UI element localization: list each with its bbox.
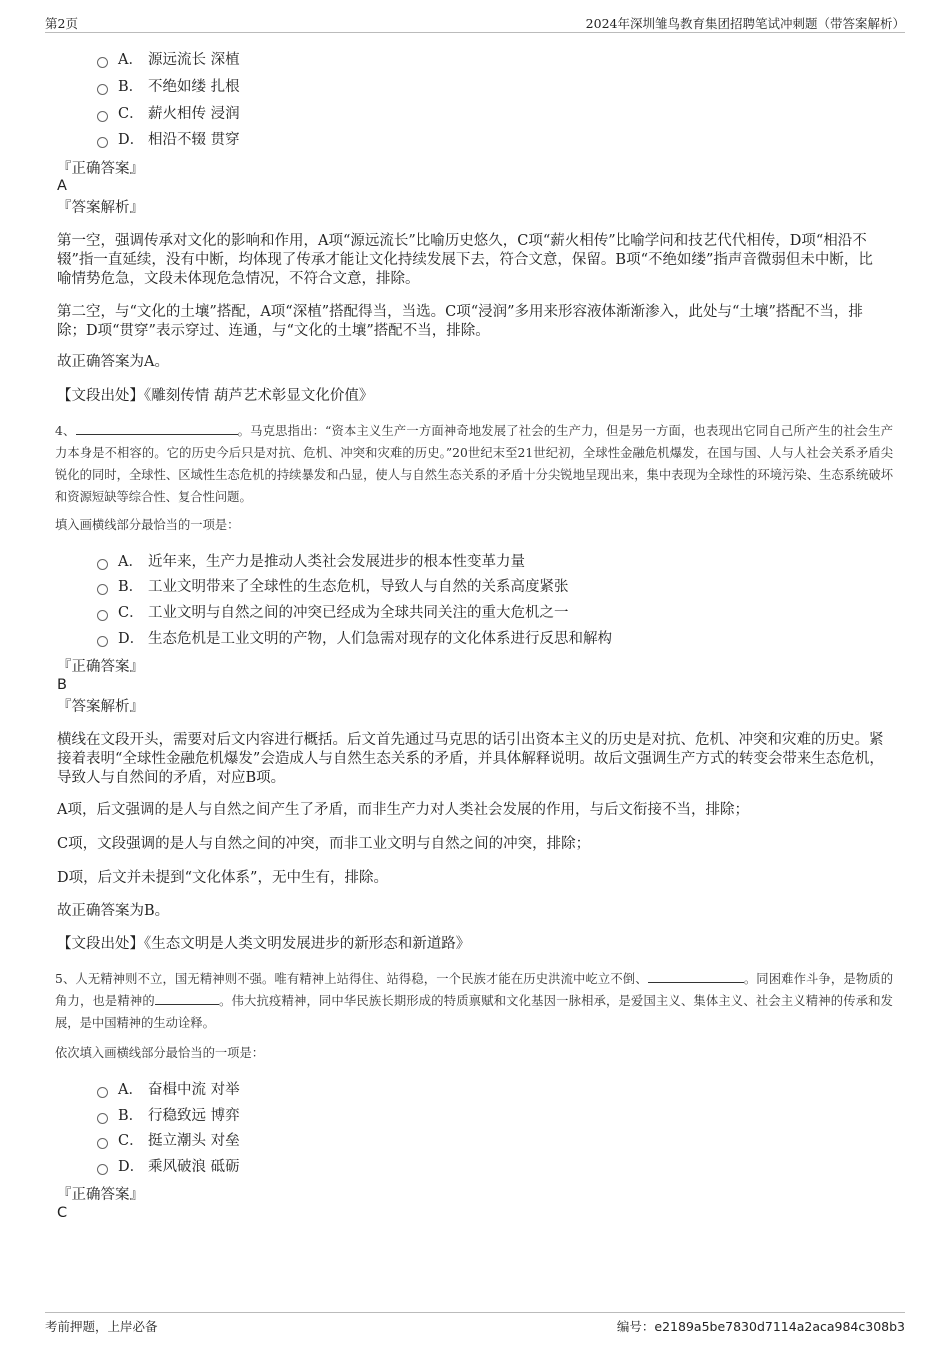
q4-answer: B [57,677,67,693]
q4-analysis-p3: C项，文段强调的是人与自然之间的冲突，而非工业文明与自然之间的冲突，排除； [57,836,591,852]
q4-source: 【文段出处】《生态文明是人类文明发展进步的新形态和新道路》 [57,936,471,952]
document-title: 2024年深圳雏鸟教育集团招聘笔试冲刺题（带答案解析） [585,16,905,31]
q3-source: 【文段出处】《雕刻传情 葫芦艺术彰显文化价值》 [57,388,374,404]
radio-icon[interactable] [97,137,108,148]
q3-option-b[interactable]: B． 不绝如缕 扎根 [97,77,240,97]
radio-icon[interactable] [97,57,108,68]
q5-answer: C [57,1205,68,1221]
footer-slogan: 考前押题，上岸必备 [45,1319,158,1334]
document-code: 编号：e2189a5be7830d7114a2aca984c308b3 [616,1319,905,1334]
page-footer [45,1312,905,1337]
q4-analysis-label: 『答案解析』 [57,699,144,715]
q4-option-d[interactable]: D． 生态危机是工业文明的产物，人们急需对现存的文化体系进行反思和解构 [97,629,612,649]
q3-option-c[interactable]: C． 薪火相传 浸润 [97,104,240,124]
q5-option-a[interactable]: A． 奋楫中流 对举 [97,1080,240,1100]
q4-analysis-p2: A项，后文强调的是人与自然之间产生了矛盾，而非生产力对人类社会发展的作用，与后文衔接不当，排除； [57,802,749,818]
q5-prompt: 依次填入画横线部分最恰当的一项是： [55,1046,265,1060]
q4-option-a[interactable]: A． 近年来，生产力是推动人类社会发展进步的根本性变革力量 [97,552,525,572]
radio-icon[interactable] [97,636,108,647]
radio-icon[interactable] [97,1087,108,1098]
q4-analysis-p4: D项，后文并未提到“文化体系”，无中生有，排除。 [57,870,388,886]
q3-answer: A [57,178,67,194]
q5-option-c[interactable]: C． 挺立潮头 对垒 [97,1131,240,1151]
q3-analysis-label: 『答案解析』 [57,200,144,216]
answer-blank [155,992,219,1005]
radio-icon[interactable] [97,1138,108,1149]
page-header [45,12,905,33]
q3-answer-label: 『正确答案』 [57,161,144,177]
radio-icon[interactable] [97,84,108,95]
q4-option-c[interactable]: C． 工业文明与自然之间的冲突已经成为全球共同关注的重大危机之一 [97,603,569,623]
q3-analysis-p1: 第一空，强调传承对文化的影响和作用，A项“源远流长”比喻历史悠久，C项“薪火相传”比喻学问和技艺代代相传，D项“相沿不辍”指一直延续，没有中断，均体现了传承才能让文化持续发展下去，符合文意，保留。B项“不绝如缕”指声音微弱但未中断，比喻情势危急，文段未体现危急情况，不符合文意，排除。 [57,233,873,287]
q5-option-d[interactable]: D． 乘风破浪 砥砺 [97,1157,240,1177]
q4-analysis-p1: 横线在文段开头，需要对后文内容进行概括。后文首先通过马克思的话引出资本主义的历史是对抗、危机、冲突和灾难的历史。紧接着表明“全球性金融危机爆发”会造成人与自然生态关系的矛盾，并具体解释说明。故后文强调生产方式的转变会带来生态危机，导致人与自然间的矛盾，对应B项。 [57,732,884,786]
q5-option-b[interactable]: B． 行稳致远 博弈 [97,1106,240,1126]
q4-prompt: 填入画横线部分最恰当的一项是： [55,518,240,532]
radio-icon[interactable] [97,1113,108,1124]
q5-answer-label: 『正确答案』 [57,1187,144,1203]
q5-stem: 5、人无精神则不立，国无精神则不强。唯有精神上站得住、站得稳，一个民族才能在历史洪流中屹立不倒、 。同困难作斗争，是物质的角力，也是精神的 。伟大抗疫精神，同中华民族长期形成的特质禀赋和文化基因一脉相承，是爱国主义、集体主义、社会主义精神的传承和发展，是中国精神的生动诠释。 [55,972,893,1030]
q4-stem: 4、 。马克思指出：“资本主义生产一方面神奇地发展了社会的生产力，但是另一方面，也表现出它同自己所产生的社会生产力本身是不相容的。它的历史今后只是对抗、危机、冲突和灾难的历史。”20世纪末至21世纪初，全球性金融危机爆发，在国与国、人与人社会关系矛盾尖锐化的同时，全球性、区域性生态危机的持续暴发和凸显，使人与自然生态关系的矛盾十分尖锐地呈现出来，集中表现为全球性的环境污染、生态系统破坏和资源短缺等综合性、复合性问题。 [55,424,893,504]
q3-option-d[interactable]: D． 相沿不辍 贯穿 [97,130,240,150]
radio-icon[interactable] [97,559,108,570]
radio-icon[interactable] [97,610,108,621]
q3-option-a[interactable]: A． 源远流长 深植 [97,50,240,70]
radio-icon[interactable] [97,1164,108,1175]
page-number: 第2页 [45,16,78,31]
q3-analysis-p2: 第二空，与“文化的土壤”搭配，A项“深植”搭配得当，当选。C项“浸润”多用来形容液体渐渐渗入，此处与“土壤”搭配不当，排除；D项“贯穿”表示穿过、连通，与“文化的土壤”搭配不当，排除。 [57,304,863,339]
radio-icon[interactable] [97,111,108,122]
q4-conclusion: 故正确答案为B。 [57,903,170,919]
q4-answer-label: 『正确答案』 [57,659,144,675]
answer-blank [648,970,744,983]
q3-conclusion: 故正确答案为A。 [57,354,169,370]
answer-blank [76,422,238,435]
radio-icon[interactable] [97,584,108,595]
q4-option-b[interactable]: B． 工业文明带来了全球性的生态危机，导致人与自然的关系高度紧张 [97,577,569,597]
